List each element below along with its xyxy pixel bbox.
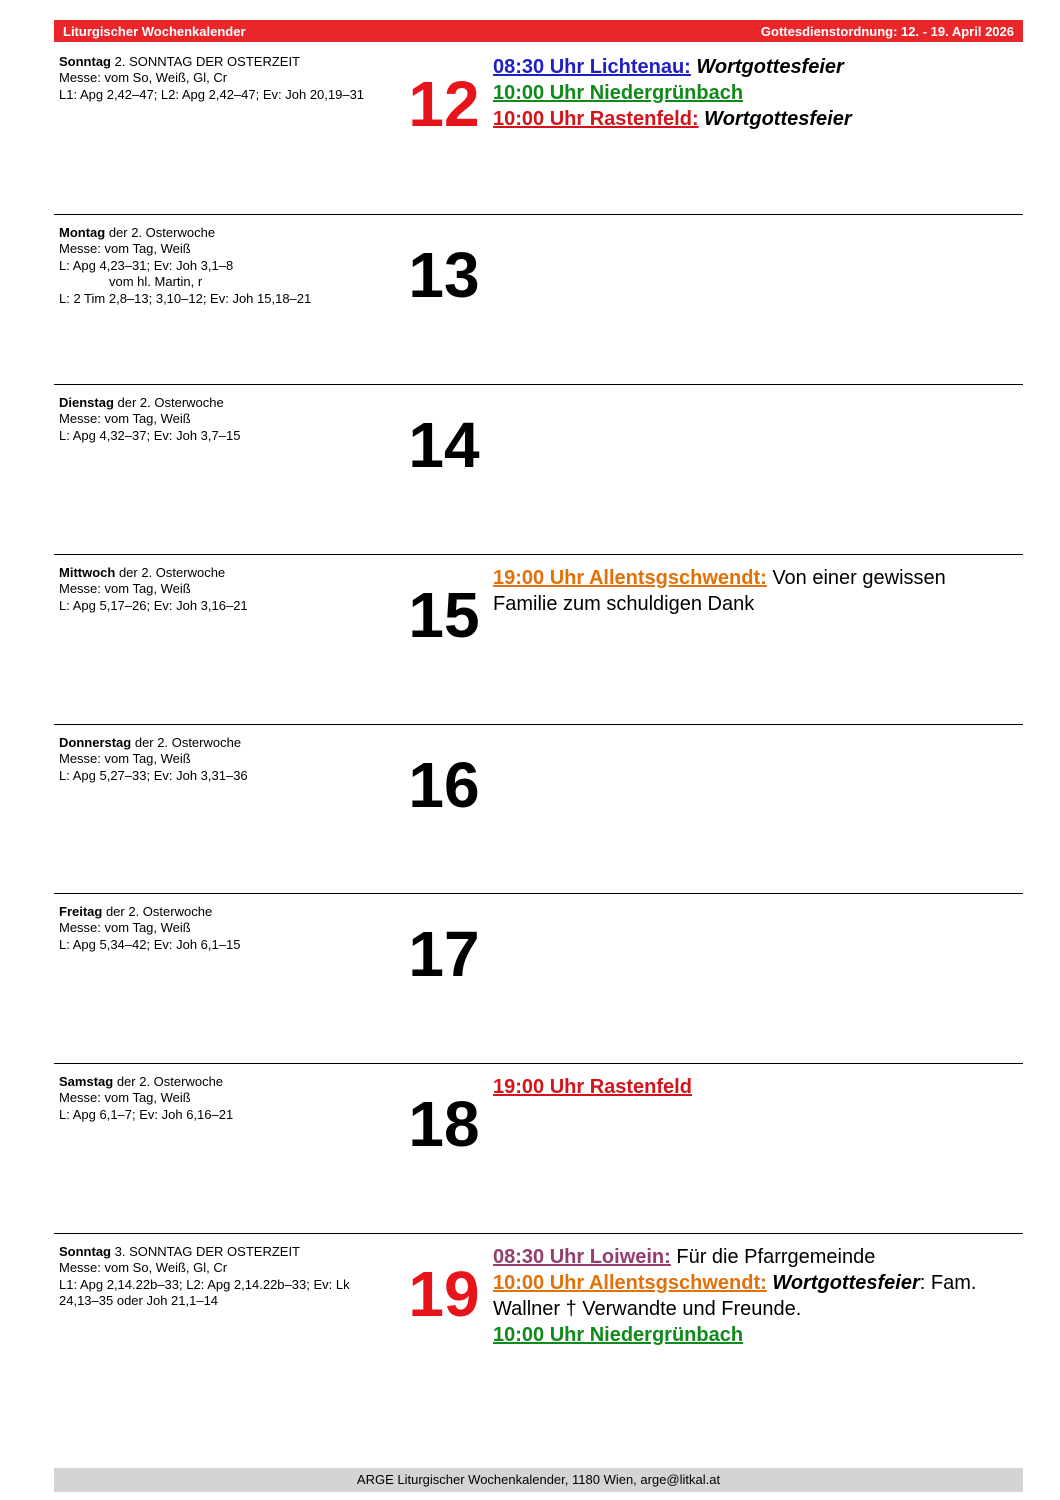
day-number: 18 [408,1088,480,1160]
day-info [59,225,389,307]
day-row-14 [54,384,1023,555]
readings: L: Apg 4,23–31; Ev: Joh 3,1–8 [59,257,234,273]
service-entry [493,1244,1013,1270]
weekday: Freitag [59,904,103,919]
day-title: 3. SONNTAG DER OSTERZEIT [111,1244,301,1259]
footer-bar [54,1468,1023,1492]
service-entry [493,1270,1013,1322]
readings: L: Apg 5,34–42; Ev: Joh 6,1–15 [59,936,241,952]
service-time-place: 08:30 Uhr Loiwein: [493,1246,671,1268]
service-description: Wortgottesfeier [690,56,844,78]
weekday: Donnerstag [59,735,132,750]
weekday: Montag [59,225,106,240]
mass-info: Messe: vom So, Weiß, Gl, Cr [59,70,228,86]
service-time-place: 08:30 Uhr Lichtenau: [493,56,691,78]
day-title: der 2. Osterwoche [102,904,213,919]
service-entry [493,1074,1013,1100]
weekday: Samstag [59,1074,114,1089]
day-row-17 [54,893,1023,1064]
mass-info: Messe: vom Tag, Weiß [59,581,191,597]
day-number: 19 [408,1258,480,1330]
day-row-19 [54,1233,1023,1434]
day-title: der 2. Osterwoche [113,1074,224,1089]
day-number: 14 [408,409,480,481]
day-row-15 [54,554,1023,725]
mass-info: Messe: vom Tag, Weiß [59,920,191,936]
service-list [493,1074,1013,1100]
header-title: Liturgischer Wochenkalender [63,23,246,39]
readings: L: Apg 4,32–37; Ev: Joh 3,7–15 [59,427,241,443]
service-time-place: 19:00 Uhr Allentsgschwendt: [493,567,767,589]
day-title: der 2. Osterwoche [115,565,226,580]
day-info [59,904,389,953]
header-bar [54,20,1023,42]
readings: L: Apg 5,27–33; Ev: Joh 3,31–36 [59,767,248,783]
service-time-place: 10:00 Uhr Allentsgschwendt: [493,1272,767,1294]
mass-info: Messe: vom So, Weiß, Gl, Cr [59,1260,228,1276]
day-info [59,735,389,784]
day-number: 15 [408,579,480,651]
day-number: 13 [408,239,480,311]
service-entry [493,106,1013,132]
service-list [493,54,1013,132]
day-info [59,1074,389,1123]
service-description: Wortgottesfeier [698,108,852,130]
day-row-18 [54,1063,1023,1234]
day-row-16 [54,724,1023,895]
readings: L: Apg 6,1–7; Ev: Joh 6,16–21 [59,1106,234,1122]
service-entry [493,565,1013,617]
day-row-13 [54,214,1023,385]
service-time-place: 10:00 Uhr Niedergrünbach [493,82,744,104]
service-time-place: 19:00 Uhr Rastenfeld [493,1076,692,1098]
readings: L1: Apg 2,14.22b–33; L2: Apg 2,14.22b–33; Ev: Lk 24,13–35 oder Joh 21,1–14 [59,1276,350,1309]
header-period: Gottesdienstordnung: 12. - 19. April 2026 [760,23,1014,39]
readings-alt: L: 2 Tim 2,8–13; 3,10–12; Ev: Joh 15,18–21 [59,290,312,306]
footer-text: ARGE Liturgischer Wochenkalender, 1180 Wien, arge@litkal.at [356,1472,721,1487]
service-description: Für die Pfarrgemeinde [670,1246,876,1268]
day-title: der 2. Osterwoche [131,735,242,750]
day-title: der 2. Osterwoche [105,225,216,240]
weekday: Mittwoch [59,565,116,580]
service-time-place: 10:00 Uhr Rastenfeld: [493,108,699,130]
mass-info: Messe: vom Tag, Weiß [59,1090,191,1106]
weekday: Sonntag [59,1244,111,1259]
day-info [59,1244,389,1310]
day-number: 17 [408,918,480,990]
service-description: Wortgottesfeier [766,1272,920,1294]
service-time-place: 10:00 Uhr Niedergrünbach [493,1324,744,1346]
service-list [493,1244,1013,1348]
service-entry [493,80,1013,106]
day-info [59,395,389,444]
day-title: der 2. Osterwoche [113,395,224,410]
day-number: 16 [408,749,480,821]
weekday: Sonntag [59,54,111,69]
readings: L1: Apg 2,42–47; L2: Apg 2,42–47; Ev: Joh 20,19–31 [59,86,365,102]
service-list [493,565,1013,617]
mass-info: Messe: vom Tag, Weiß [59,411,191,427]
service-entry [493,54,1013,80]
day-row-12 [54,44,1023,214]
day-title: 2. SONNTAG DER OSTERZEIT [111,54,301,69]
service-entry [493,1322,1013,1348]
day-info [59,54,389,103]
mass-info: Messe: vom Tag, Weiß [59,751,191,767]
service-intention: : Fam. Wallner † Verwandte und Freunde. [493,1272,977,1320]
mass-info: Messe: vom Tag, Weiß [59,241,191,257]
day-number: 12 [408,68,480,140]
memorial-info: vom hl. Martin, r [109,274,203,290]
weekday: Dienstag [59,395,114,410]
readings: L: Apg 5,17–26; Ev: Joh 3,16–21 [59,597,248,613]
day-info [59,565,389,614]
service-description: Von einer gewissen Familie zum schuldigen Dank [493,567,946,615]
